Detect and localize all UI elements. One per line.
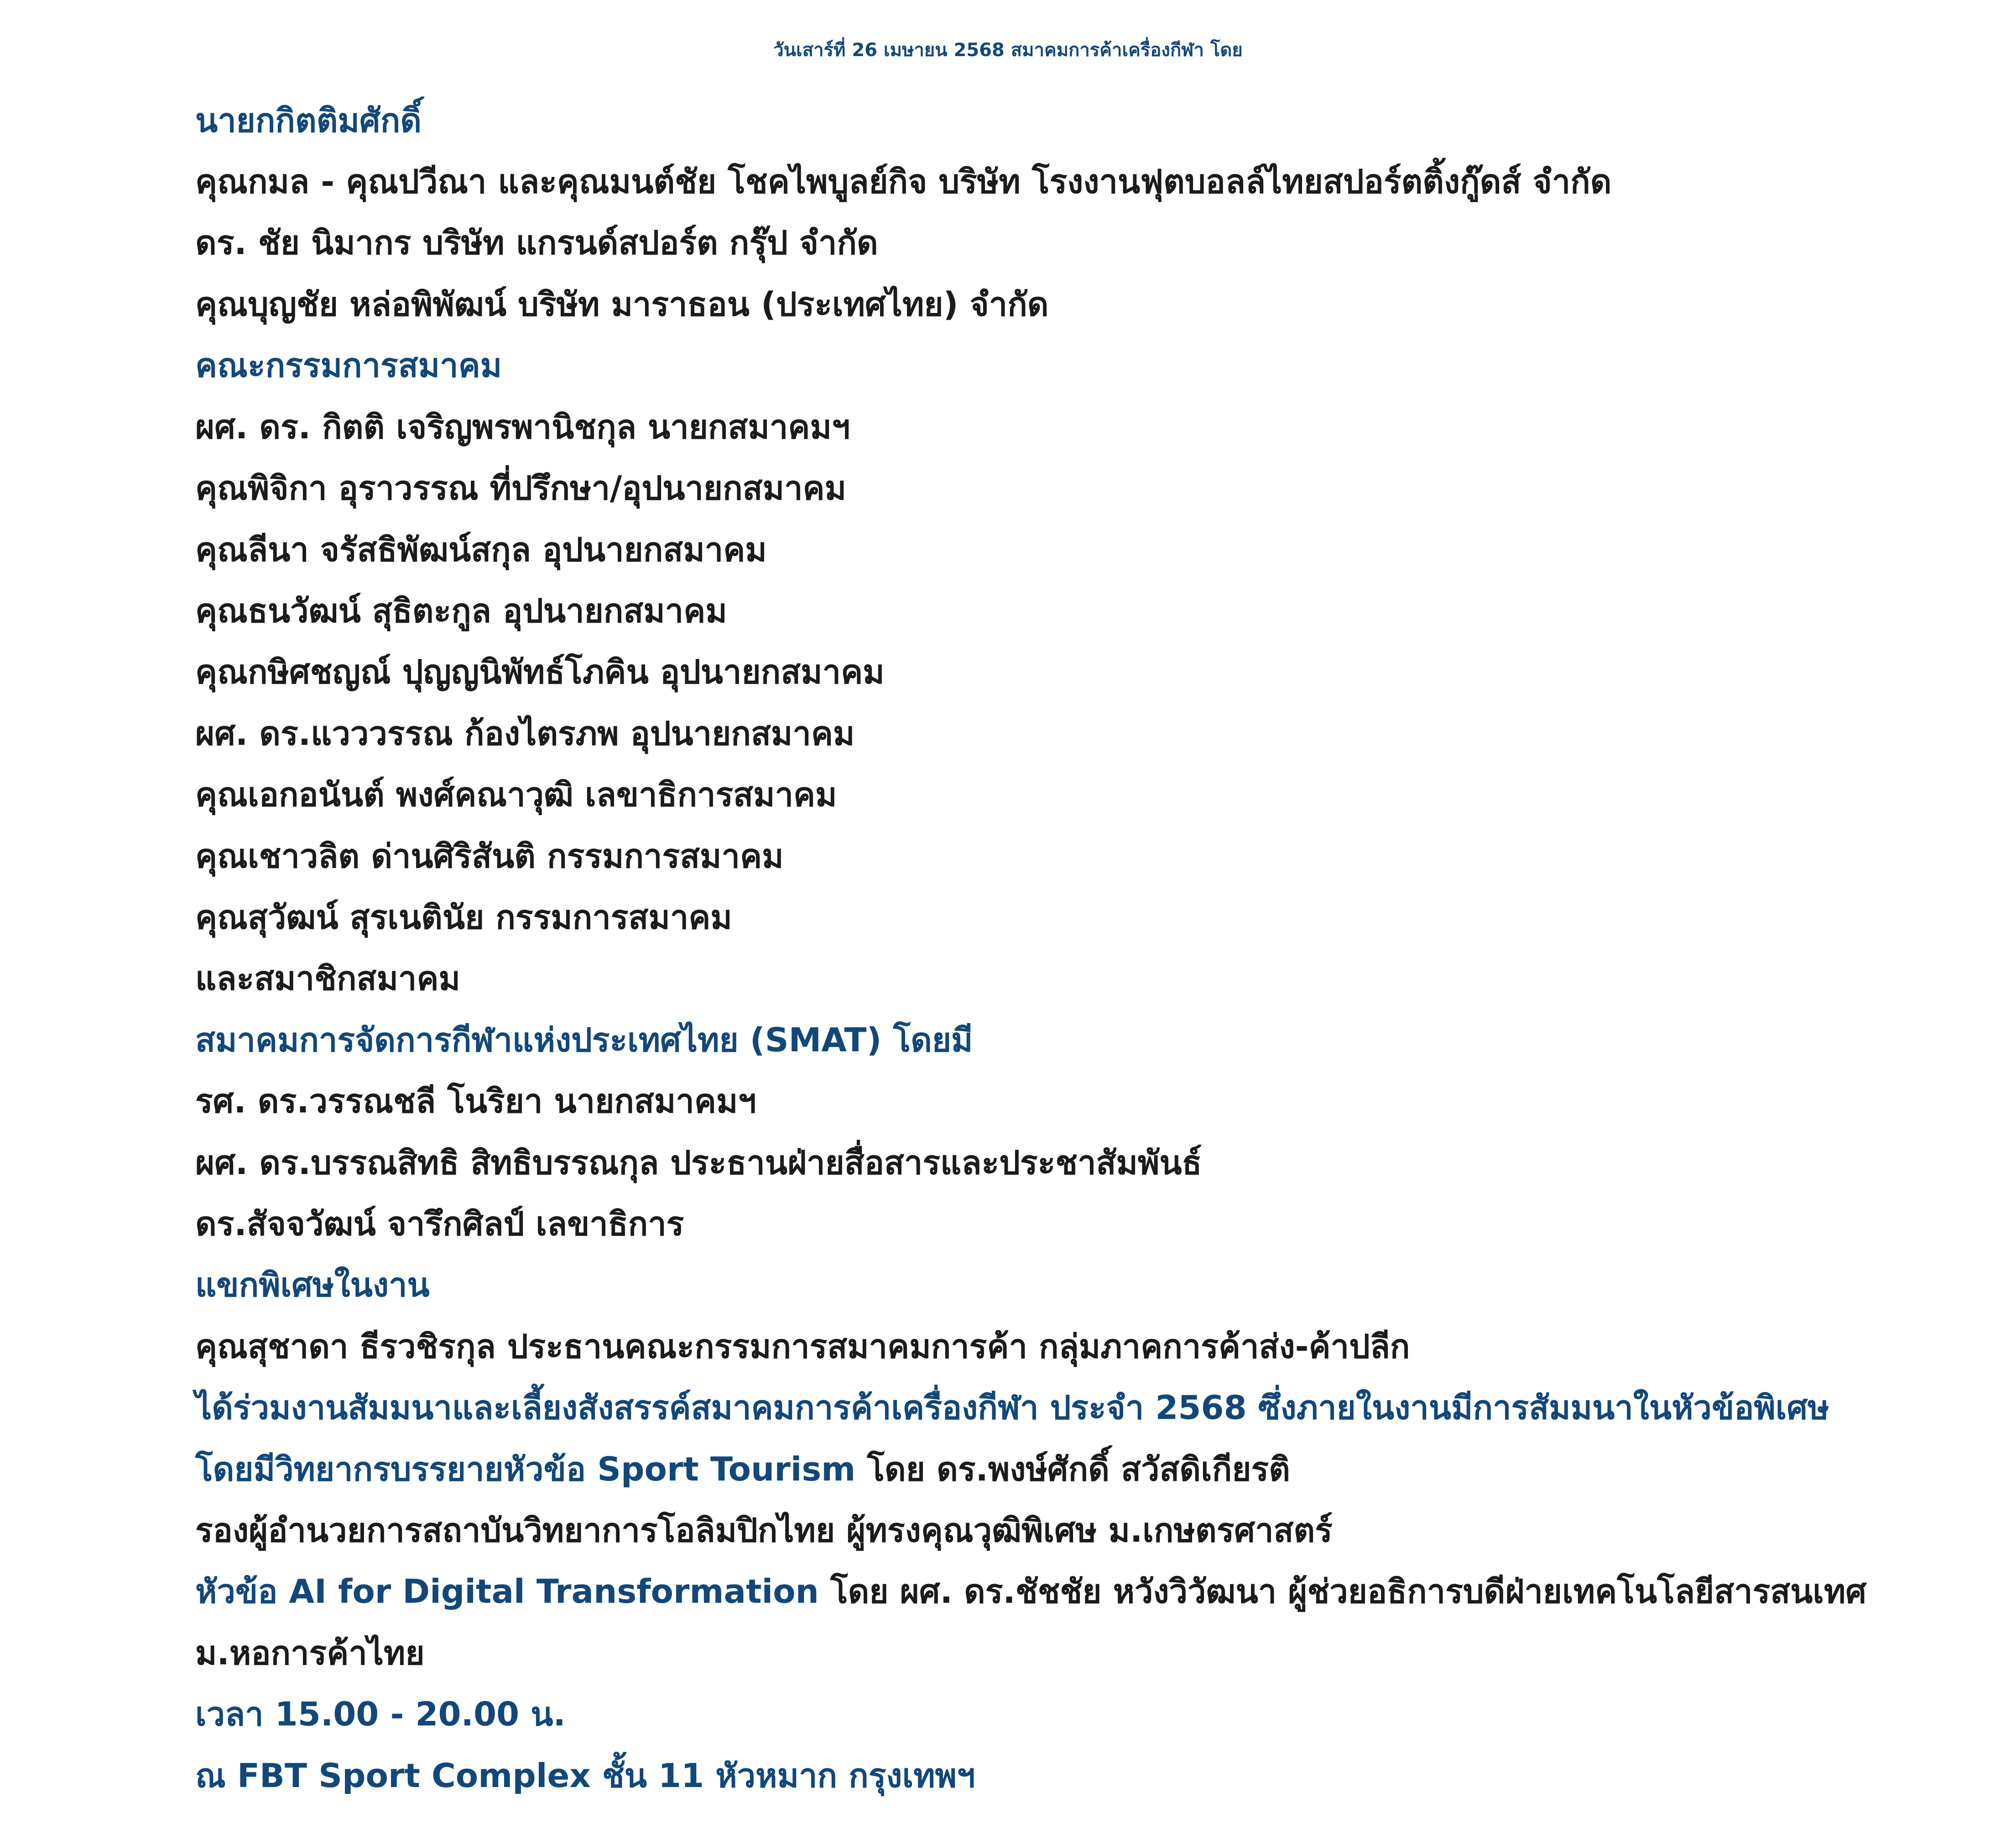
topic-2-speaker: โดย ผศ. ดร.ชัชชัย หวังวิวัฒนา ผู้ช่วยอธิการบดีฝ่ายเทคโนโลยีสารสนเทศ xyxy=(818,1572,1867,1611)
committee-item-7: คุณเอกอนันต์ พงศ์คณาวุฒิ เลขาธิการสมาคม xyxy=(195,775,837,814)
smat-heading: สมาคมการจัดการกีฬาแห่งประเทศไทย (SMAT) โดยมี xyxy=(195,1021,973,1059)
topic-2-speaker-org: ม.หอการค้าไทย xyxy=(195,1634,425,1672)
topic-2-label: หัวข้อ AI for Digital Transformation xyxy=(195,1572,819,1611)
committee-item-8: คุณเชาวลิต ด่านศิริสันติ กรรมการสมาคม xyxy=(195,837,784,875)
committee-heading: คณะกรรมการสมาคม xyxy=(195,346,502,385)
smat-item-2: ผศ. ดร.บรรณสิทธิ สิทธิบรรณกุล ประธานฝ่ายสื่อสารและประชาสัมพันธ์ xyxy=(195,1143,1202,1182)
guest-heading: แขกพิเศษในงาน xyxy=(195,1266,430,1304)
topic-1-speaker-title: รองผู้อำนวยการสถาบันวิทยาการโอลิมปิกไทย ผู้ทรงคุณวุฒิพิเศษ ม.เกษตรศาสตร์ xyxy=(195,1511,1333,1549)
topic-1-speaker: โดย ดร.พงษ์ศักดิ์ สวัสดิเกียรติ xyxy=(855,1450,1290,1488)
event-time: เวลา 15.00 - 20.00 น. xyxy=(195,1695,566,1733)
honorary-item-3: คุณบุญชัย หล่อพิพัฒน์ บริษัท มาราธอน (ประเทศไทย) จำกัด xyxy=(195,285,1049,323)
committee-item-10: และสมาชิกสมาคม xyxy=(195,959,460,998)
smat-item-3: ดร.สัจจวัฒน์ จารึกศิลป์ เลขาธิการ xyxy=(195,1205,684,1243)
committee-item-3: คุณลีนา จรัสธิพัฒน์สกุล อุปนายกสมาคม xyxy=(195,530,767,569)
topic-1-line xyxy=(195,1450,1290,1488)
committee-item-4: คุณธนวัฒน์ สุธิตะกูล อุปนายกสมาคม xyxy=(195,592,727,630)
committee-item-6: ผศ. ดร.แวววรรณ ก้องไตรภพ อุปนายกสมาคม xyxy=(195,714,855,753)
committee-item-2: คุณพิจิกา อุราวรรณ ที่ปรึกษา/อุปนายกสมาคม xyxy=(195,469,847,507)
date-line: วันเสาร์ที่ 26 เมษายน 2568 สมาคมการค้าเครื่องกีฬา โดย xyxy=(773,40,1243,61)
committee-item-1: ผศ. ดร. กิตติ เจริญพรพานิชกุล นายกสมาคมฯ xyxy=(195,408,850,446)
smat-item-1: รศ. ดร.วรรณชลี โนริยา นายกสมาคมฯ xyxy=(195,1082,756,1120)
committee-item-9: คุณสุวัฒน์ สุรเนตินัย กรรมการสมาคม xyxy=(195,898,732,936)
topic-2-line xyxy=(195,1572,1867,1611)
committee-item-5: คุณกษิศชญณ์ ปุญญนิพัทธ์โภคิน อุปนายกสมาคม xyxy=(195,653,885,691)
guest-item: คุณสุชาดา ธีรวชิรกุล ประธานคณะกรรมการสมาคมการค้า กลุ่มภาคการค้าส่ง-ค้าปลีก xyxy=(195,1327,1410,1366)
honorary-heading: นายกกิตติมศักดิ์ xyxy=(195,101,422,140)
topic-1-label: โดยมีวิทยากรบรรยายหัวข้อ Sport Tourism xyxy=(195,1450,856,1488)
seminar-intro: ได้ร่วมงานสัมมนาและเลี้ยงสังสรรค์สมาคมการค้าเครื่องกีฬา ประจำ 2568 ซึ่งภายในงานมีการสัมมนาในหัวข้อพิเศษ xyxy=(195,1388,1829,1427)
honorary-item-2: ดร. ชัย นิมากร บริษัท แกรนด์สปอร์ต กรุ๊ป จำกัด xyxy=(195,223,878,262)
honorary-item-1: คุณกมล - คุณปวีณา และคุณมนต์ชัย โชคไพบูลย์กิจ บริษัท โรงงานฟุตบอลล์ไทยสปอร์ตติ้งกู๊ดส์ จำกัด xyxy=(195,162,1612,201)
event-venue: ณ FBT Sport Complex ชั้น 11 หัวหมาก กรุงเทพฯ xyxy=(195,1756,975,1795)
